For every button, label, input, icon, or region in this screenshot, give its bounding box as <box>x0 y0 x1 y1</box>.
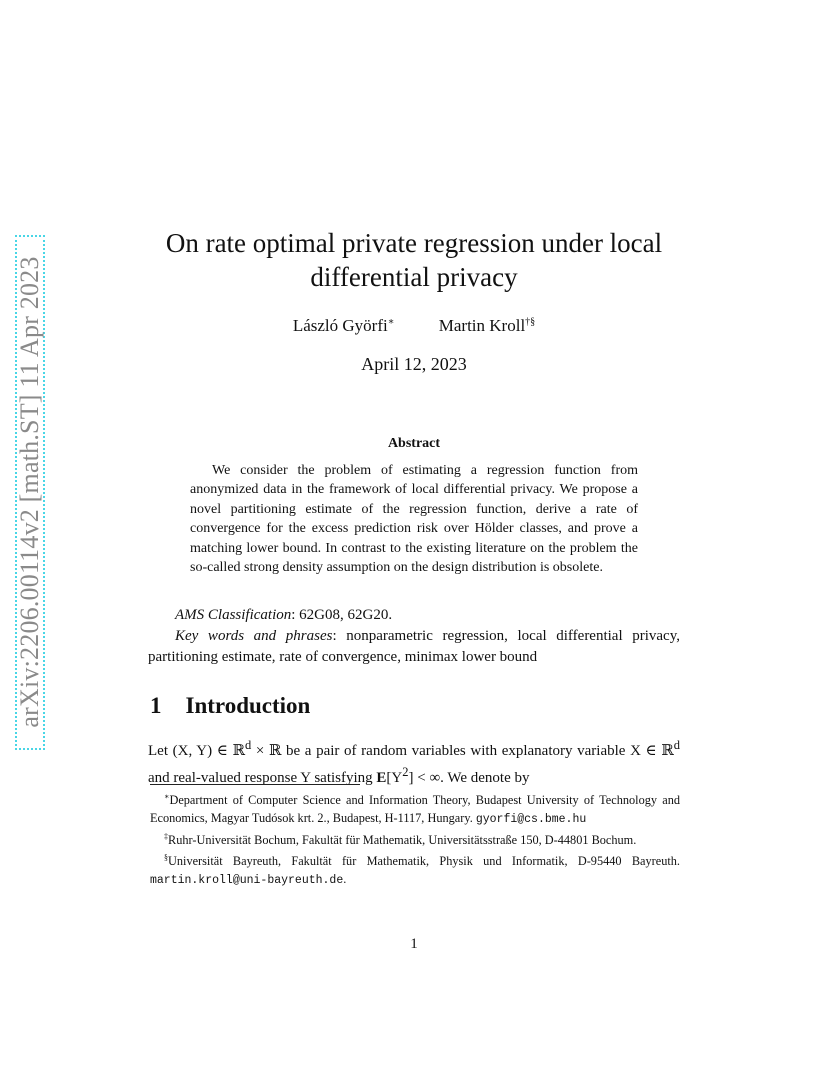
intro-text: × ℝ be a pair of random variables with explanatory variable X ∈ ℝ <box>251 743 674 759</box>
ams-classification <box>148 605 680 626</box>
intro-sup: 2 <box>402 765 409 779</box>
intro-text: and real-valued response Y satisfying <box>148 770 377 786</box>
footnote-mark: ‡ <box>164 831 168 841</box>
intro-text: ] < ∞. We denote by <box>408 770 530 786</box>
footnote-email[interactable]: martin.kroll@uni-bayreuth.de <box>150 873 344 887</box>
abstract-heading: Abstract <box>387 436 441 451</box>
ams-value: : 62G08, 62G20. <box>291 607 393 623</box>
author-name: László Györfi <box>292 316 388 335</box>
section-title: Introduction <box>185 693 311 718</box>
arxiv-stamp-text: arXiv:2206.00114v2 [math.ST] 11 Apr 2023 <box>15 256 44 728</box>
author-list <box>0 316 828 336</box>
author-name: Martin Kroll <box>438 316 526 335</box>
author <box>293 316 395 335</box>
keywords-value: : nonparametric regression, local differential privacy, partitioning estimate, rate of convergence, minimax lower bound <box>148 628 680 665</box>
keywords <box>148 626 680 668</box>
footnote-tail: . <box>343 871 347 886</box>
footnotes <box>150 788 680 889</box>
abstract-body: We consider the problem of estimating a regression function from anonymized data in the framework of local differential privacy. We propose a novel partitioning estimate of the regression function, derive a rate of convergence for the excess prediction risk over Hölder classes, and prove a matching lower bound. In contrast to the existing literature on the problem the so-called strong density assumption on the design distribution is obsolete. <box>190 463 638 576</box>
intro-text: [Y <box>386 770 403 786</box>
keywords-label: Key words and phrases <box>175 628 333 644</box>
footnote <box>150 788 680 828</box>
footnote <box>150 828 680 850</box>
expectation-symbol: E <box>376 770 387 786</box>
footnote-email[interactable]: gyorfi@cs.bme.hu <box>475 812 587 826</box>
classification-block <box>148 605 680 668</box>
ams-label: AMS Classification <box>175 607 292 623</box>
footnote-mark: § <box>164 853 168 863</box>
footnote-text: Ruhr-Universität Bochum, Fakultät für Mathematik, Universitätsstraße 150, D-44801 Bochum. <box>168 833 637 847</box>
footnote-rule <box>150 784 360 785</box>
footnote <box>150 849 680 889</box>
author-mark: ∗ <box>387 316 395 328</box>
footnote-mark: ∗ <box>164 792 170 801</box>
intro-text: Let (X, Y) ∈ ℝ <box>148 743 245 759</box>
section-number: 1 <box>150 693 162 718</box>
intro-sup: d <box>244 738 252 752</box>
arxiv-stamp <box>0 0 60 1072</box>
author-mark: †§ <box>525 316 536 328</box>
footnote-text: Department of Computer Science and Information Theory, Budapest University of Technology and Economics, Magyar Tudósok krt. 2., Budapest, H-1117, Hungary. <box>150 793 680 825</box>
paper-title: On rate optimal private regression under local differential privacy <box>165 228 663 292</box>
intro-sup: d <box>673 738 680 752</box>
page-number: 1 <box>410 936 418 952</box>
publication-date: April 12, 2023 <box>361 354 467 374</box>
intro-paragraph <box>148 735 680 789</box>
author <box>439 316 535 335</box>
section-heading <box>150 693 310 719</box>
footnote-text: Universität Bayreuth, Fakultät für Mathematik, Physik und Informatik, D-95440 Bayreuth. <box>168 854 680 869</box>
